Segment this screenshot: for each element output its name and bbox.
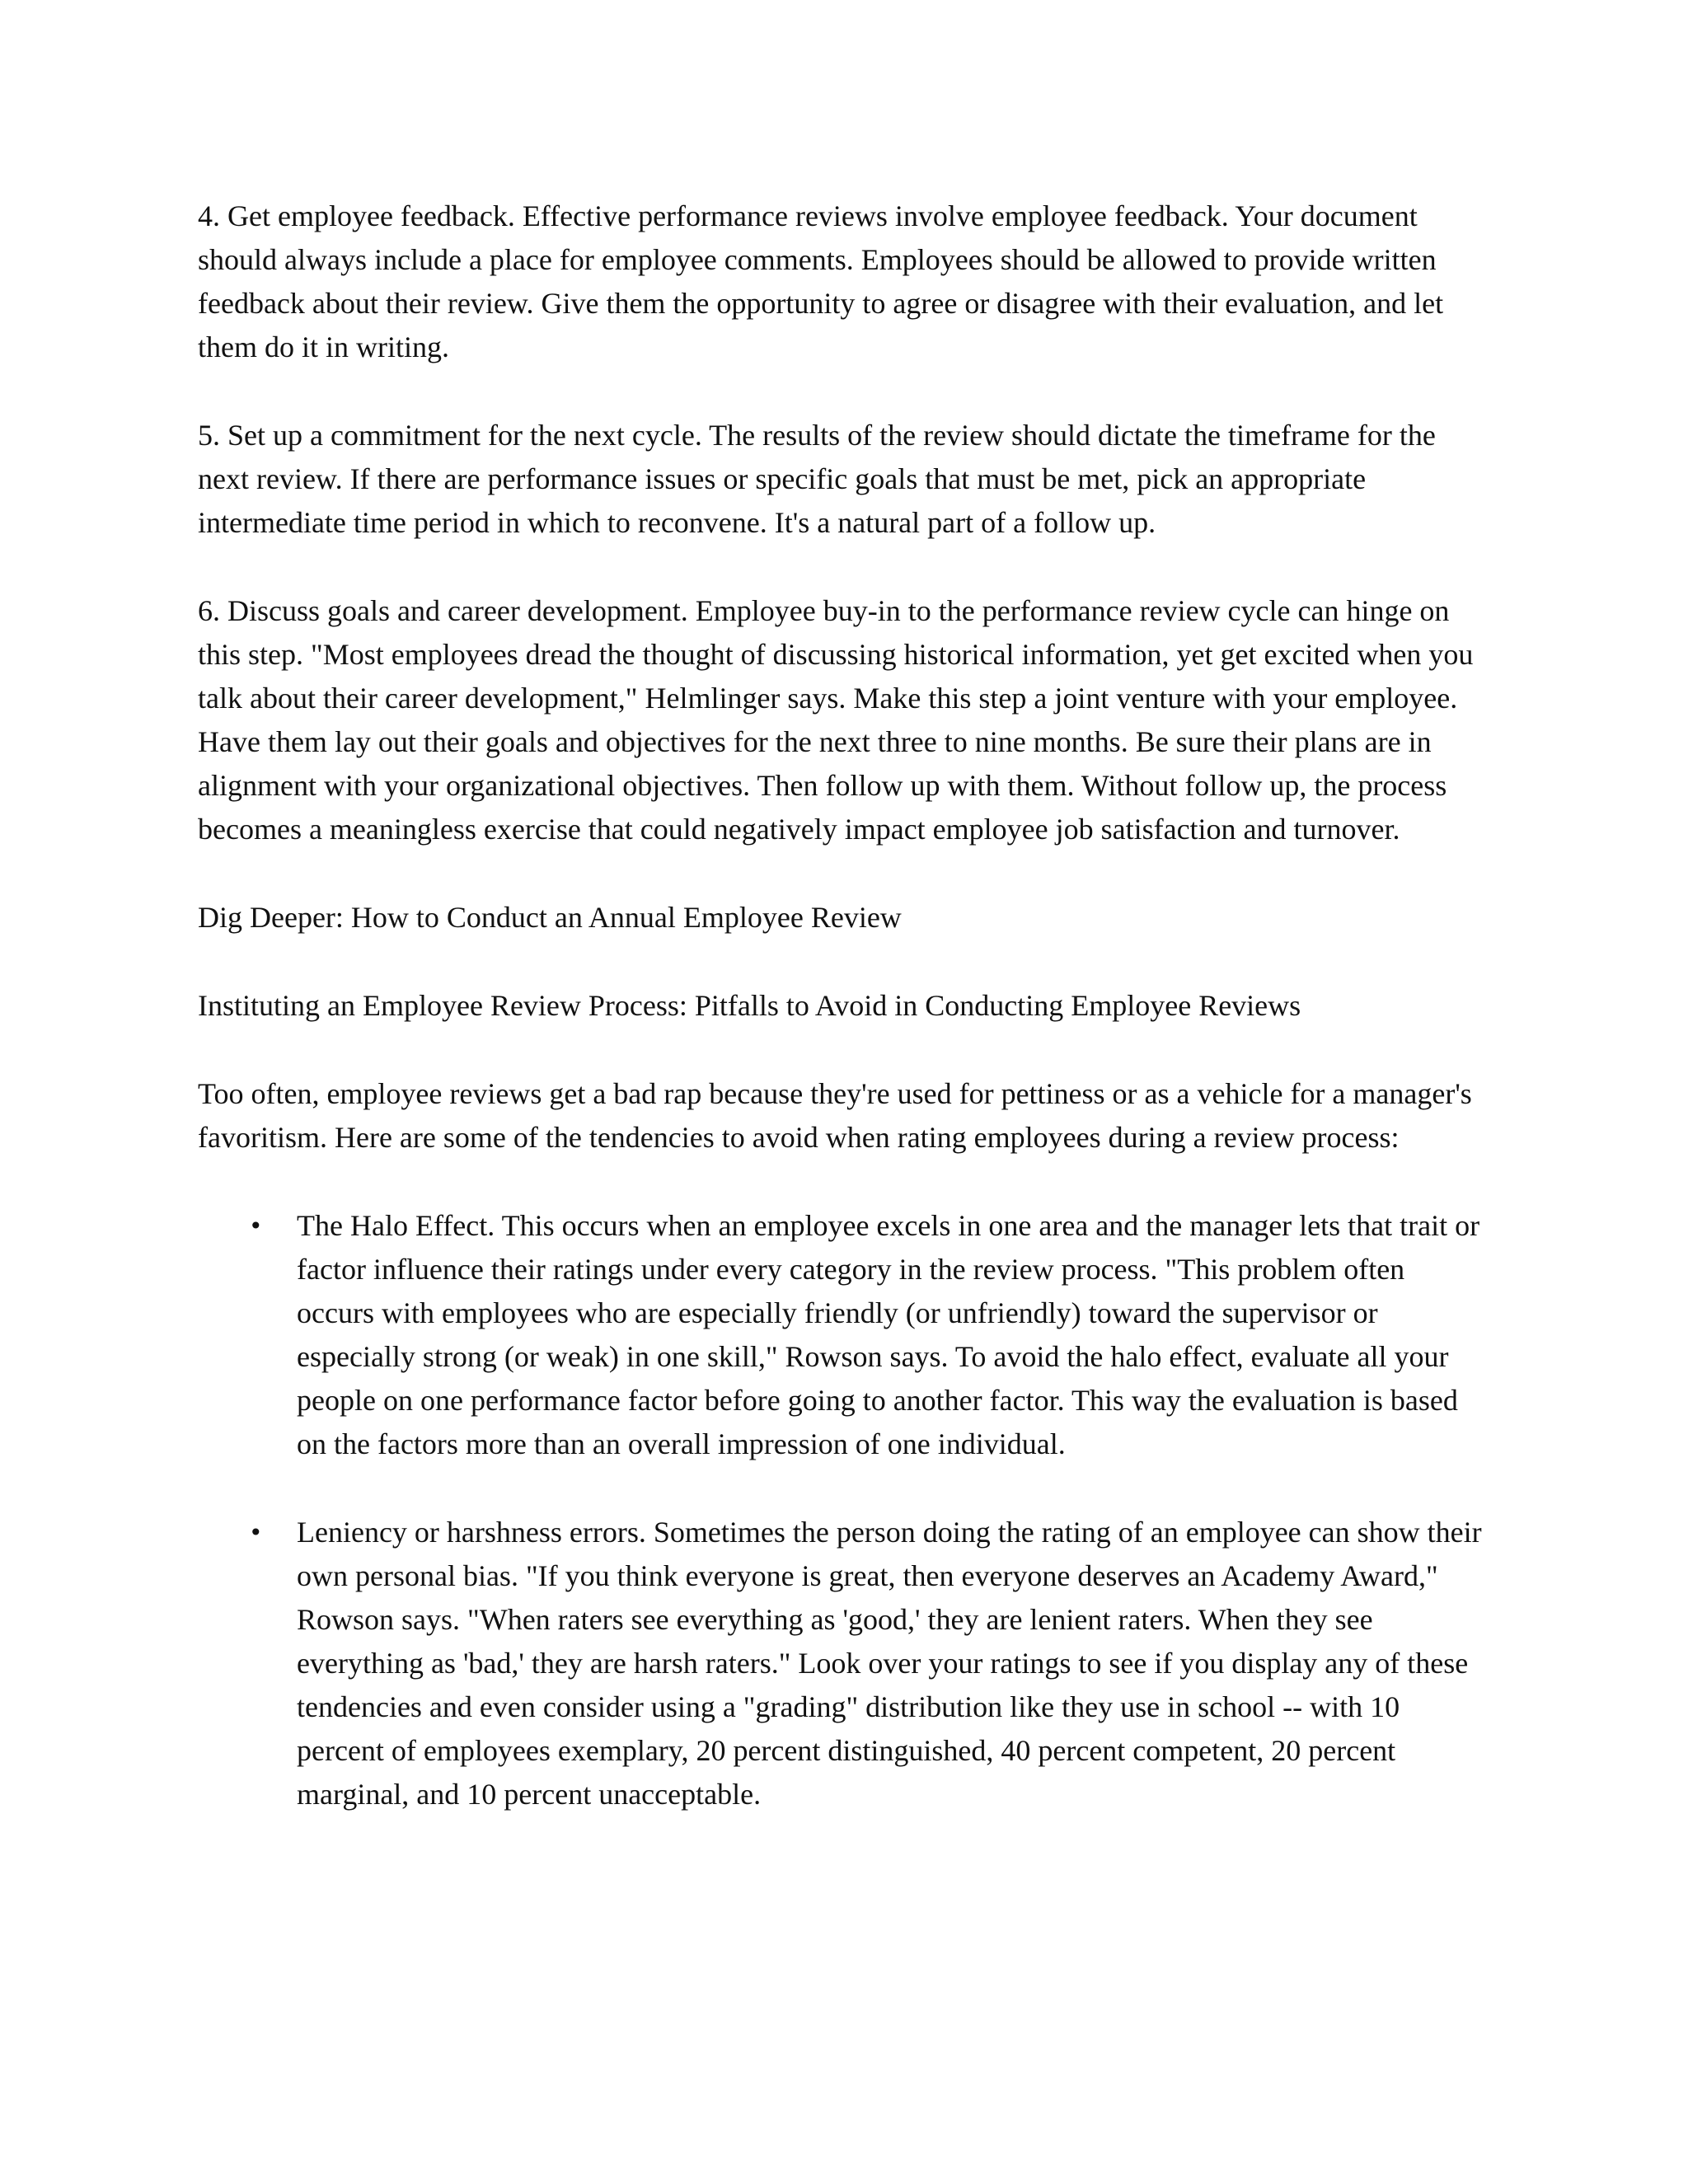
bullet-icon: •: [249, 1212, 263, 1240]
list-item-leniency-harshness: [198, 1511, 1484, 1816]
bullet-icon: •: [249, 1519, 263, 1546]
pitfalls-list: [198, 1204, 1484, 1816]
paragraph-employee-feedback: 4. Get employee feedback. Effective performance reviews involve employee feedback. Your document should always include a place for employee comments. Employees should be allowed to provide written feedback about their review. Give them the opportunity to agree or disagree with their evaluation, and let them do it in writing.: [198, 199, 1444, 363]
list-item-halo-effect: [198, 1204, 1484, 1466]
list-item-text: The Halo Effect. This occurs when an employee excels in one area and the manager lets that trait or factor influence their ratings under every category in the review process. "This problem often occurs with employees who are especially friendly (or unfriendly) toward the supervisor or especially strong (or weak) in one skill," Rowson says. To avoid the halo effect, evaluate all your people on one performance factor before going to another factor. This way the evaluation is based on the factors more than an overall impression of one individual.: [297, 1209, 1480, 1460]
section-heading-pitfalls: Instituting an Employee Review Process: Pitfalls to Avoid in Conducting Employee Reviews: [198, 989, 1301, 1022]
paragraph-commitment-next-cycle: 5. Set up a commitment for the next cycle. The results of the review should dictate the timeframe for the next review. If there are performance issues or specific goals that must be met, pick an appropriate intermediate time period in which to reconvene. It's a natural part of a follow up.: [198, 419, 1436, 539]
paragraph-goals-career-development: 6. Discuss goals and career development. Employee buy-in to the performance review cycle can hinge on this step. "Most employees dread the thought of discussing historical information, yet get excited when you talk about their career development," Helmlinger says. Make this step a joint venture with your employee. Have them lay out their goals and objectives for the next three to nine months. Be sure their plans are in alignment with your organizational objectives. Then follow up with them. Without follow up, the process becomes a meaningless exercise that could negatively impact employee job satisfaction and turnover.: [198, 594, 1474, 846]
dig-deeper-line: Dig Deeper: How to Conduct an Annual Employee Review: [198, 901, 902, 934]
document-body: [198, 194, 1484, 1861]
paragraph-too-often: Too often, employee reviews get a bad rap because they're used for pettiness or as a vehicle for a manager's favoritism. Here are some of the tendencies to avoid when rating employees during a review process:: [198, 1077, 1472, 1154]
list-item-text: Leniency or harshness errors. Sometimes the person doing the rating of an employee can show their own personal bias. "If you think everyone is great, then everyone deserves an Academy Award," Rowson says. "When raters see everything as 'good,' they are lenient raters. When they see everything as 'bad,' they are harsh raters." Look over your ratings to see if you display any of these tendencies and even consider using a "grading" distribution like they use in school -- with 10 percent of employees exemplary, 20 percent distinguished, 40 percent competent, 20 percent marginal, and 10 percent unacceptable.: [297, 1516, 1482, 1811]
